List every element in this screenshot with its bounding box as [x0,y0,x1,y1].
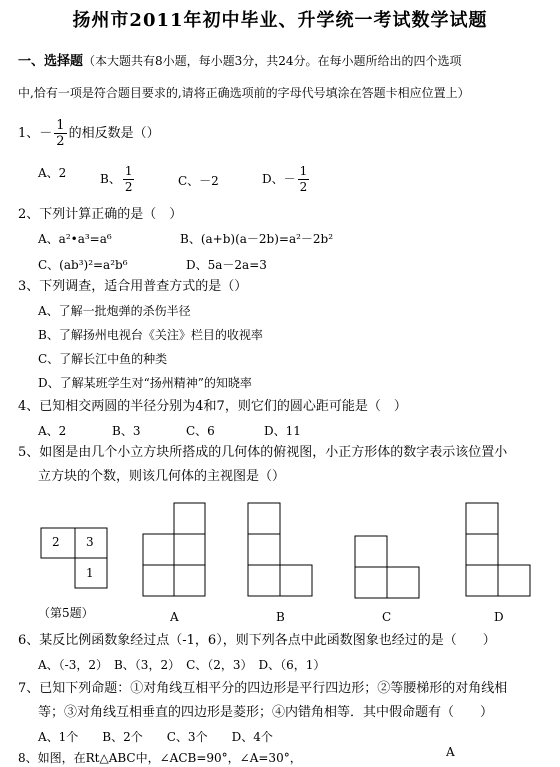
question-6-stem: 6、某反比例函数象经过点（-1，6），则下列各点中此函数图象也经过的是（ ） [18,633,496,648]
section-heading: 一、选择题 [18,54,84,69]
q1-option-b-numerator: 1 [124,164,133,178]
q3-option-b: B、了解扬州电视台《关注》栏目的收视率 [38,328,263,342]
question-5-stem-1: 5、如图是由几个小立方块所搭成的几何体的俯视图，小正方形体的数字表示该位置小 [18,445,508,460]
q5-label-d: D [494,610,504,624]
top-view-value: 1 [86,566,94,580]
q1-option-a: A、2 [38,166,67,180]
q1-option-b-label: B、 [100,172,121,186]
q1-option-b-denominator: 2 [124,180,133,194]
q3-option-d: D、了解某班学生对“扬州精神”的知晓率 [38,376,252,390]
option-c-square [355,536,387,567]
q4-option-a: A、2 [38,424,67,438]
option-a-square [174,565,205,596]
q1-option-d-numerator: 1 [299,164,308,178]
option-b-square [248,503,280,534]
question-7-stem-2: 等；③对角线互相垂直的四边形是菱形；④内错角相等．其中假命题有（ ） [38,705,494,720]
question-7-stem-1: 7、已知下列命题：①对角线互相平分的四边形是平行四边形；②等腰梯形的对角线相 [18,681,508,696]
q5-label-c: C [382,610,392,624]
top-view-value: 2 [52,535,60,549]
q1-stem: 的相反数是（） [68,126,160,141]
option-d-square [466,565,498,596]
q3-option-c: C、了解长江中鱼的种类 [38,352,168,366]
question-8-stem: 8、如图，在Rt△ABC中，∠ACB=90°，∠A=30°， [18,751,302,765]
q5-label-b: B [276,610,285,624]
q2-option-d: D、5a－2a=3 [186,258,267,272]
option-a-square [143,565,174,596]
q4-option-d: D、11 [264,424,301,438]
q6-options: A、（-3，2） B、（3，2） C、（2，3） D、（6，1） [38,658,326,672]
q2-option-a: A、a²•a³=a⁶ [38,232,112,246]
q1-option-c: C、－2 [178,174,219,188]
q1-option-d-denominator: 2 [299,180,308,194]
page-title: 扬州市2011年初中毕业、升学统一考试数学试题 [72,10,488,31]
q1-fraction-denominator: 2 [56,134,65,149]
q5-label-a: A [170,610,179,624]
option-d-square [498,565,530,596]
q5-figure-caption: （第5题） [38,606,94,620]
option-d-square [466,503,498,534]
q4-option-c: C、6 [186,424,215,438]
section-description-2: 中,恰有一项是符合题目要求的,请将正确选项前的字母代号填涂在答题卡相应位置上） [18,86,470,100]
q1-minus: － [39,126,53,141]
q7-options: A、1个 B、2个 C、3个 D、4个 [38,730,273,744]
option-b-square [248,565,280,596]
top-view-value: 3 [86,535,94,549]
section-description-1: （本大题共有8小题，每小题3分，共24分。在每小题所给出的四个选项 [83,54,462,68]
option-a-square [174,503,205,534]
q1-option-d-label: D、－ [262,172,296,186]
q4-option-b: B、3 [112,424,141,438]
q8-figure-label-a: A [446,745,455,759]
question-2-stem: 2、下列计算正确的是（ ） [18,207,183,222]
q2-option-c: C、(ab³)²=a²b⁶ [38,258,128,272]
question-5-stem-2: 立方块的个数，则该几何体的主视图是（） [38,469,286,484]
q3-option-a: A、了解一批炮弹的杀伤半径 [38,304,191,318]
option-a-square [174,534,205,565]
option-c-square [387,567,419,598]
option-b-square [280,565,312,596]
option-c-square [355,567,387,598]
q1-fraction-numerator: 1 [56,118,65,133]
option-b-square [248,534,280,565]
question-4-stem: 4、已知相交两圆的半径分别为4和7，则它们的圆心距可能是（ ） [18,399,407,414]
option-d-square [466,534,498,565]
question-3-stem: 3、下列调查，适合用普查方式的是（） [18,279,248,294]
option-a-square [143,534,174,565]
q1-number: 1、 [18,126,40,141]
q2-option-b: B、(a+b)(a－2b)=a²－2b² [180,232,334,246]
